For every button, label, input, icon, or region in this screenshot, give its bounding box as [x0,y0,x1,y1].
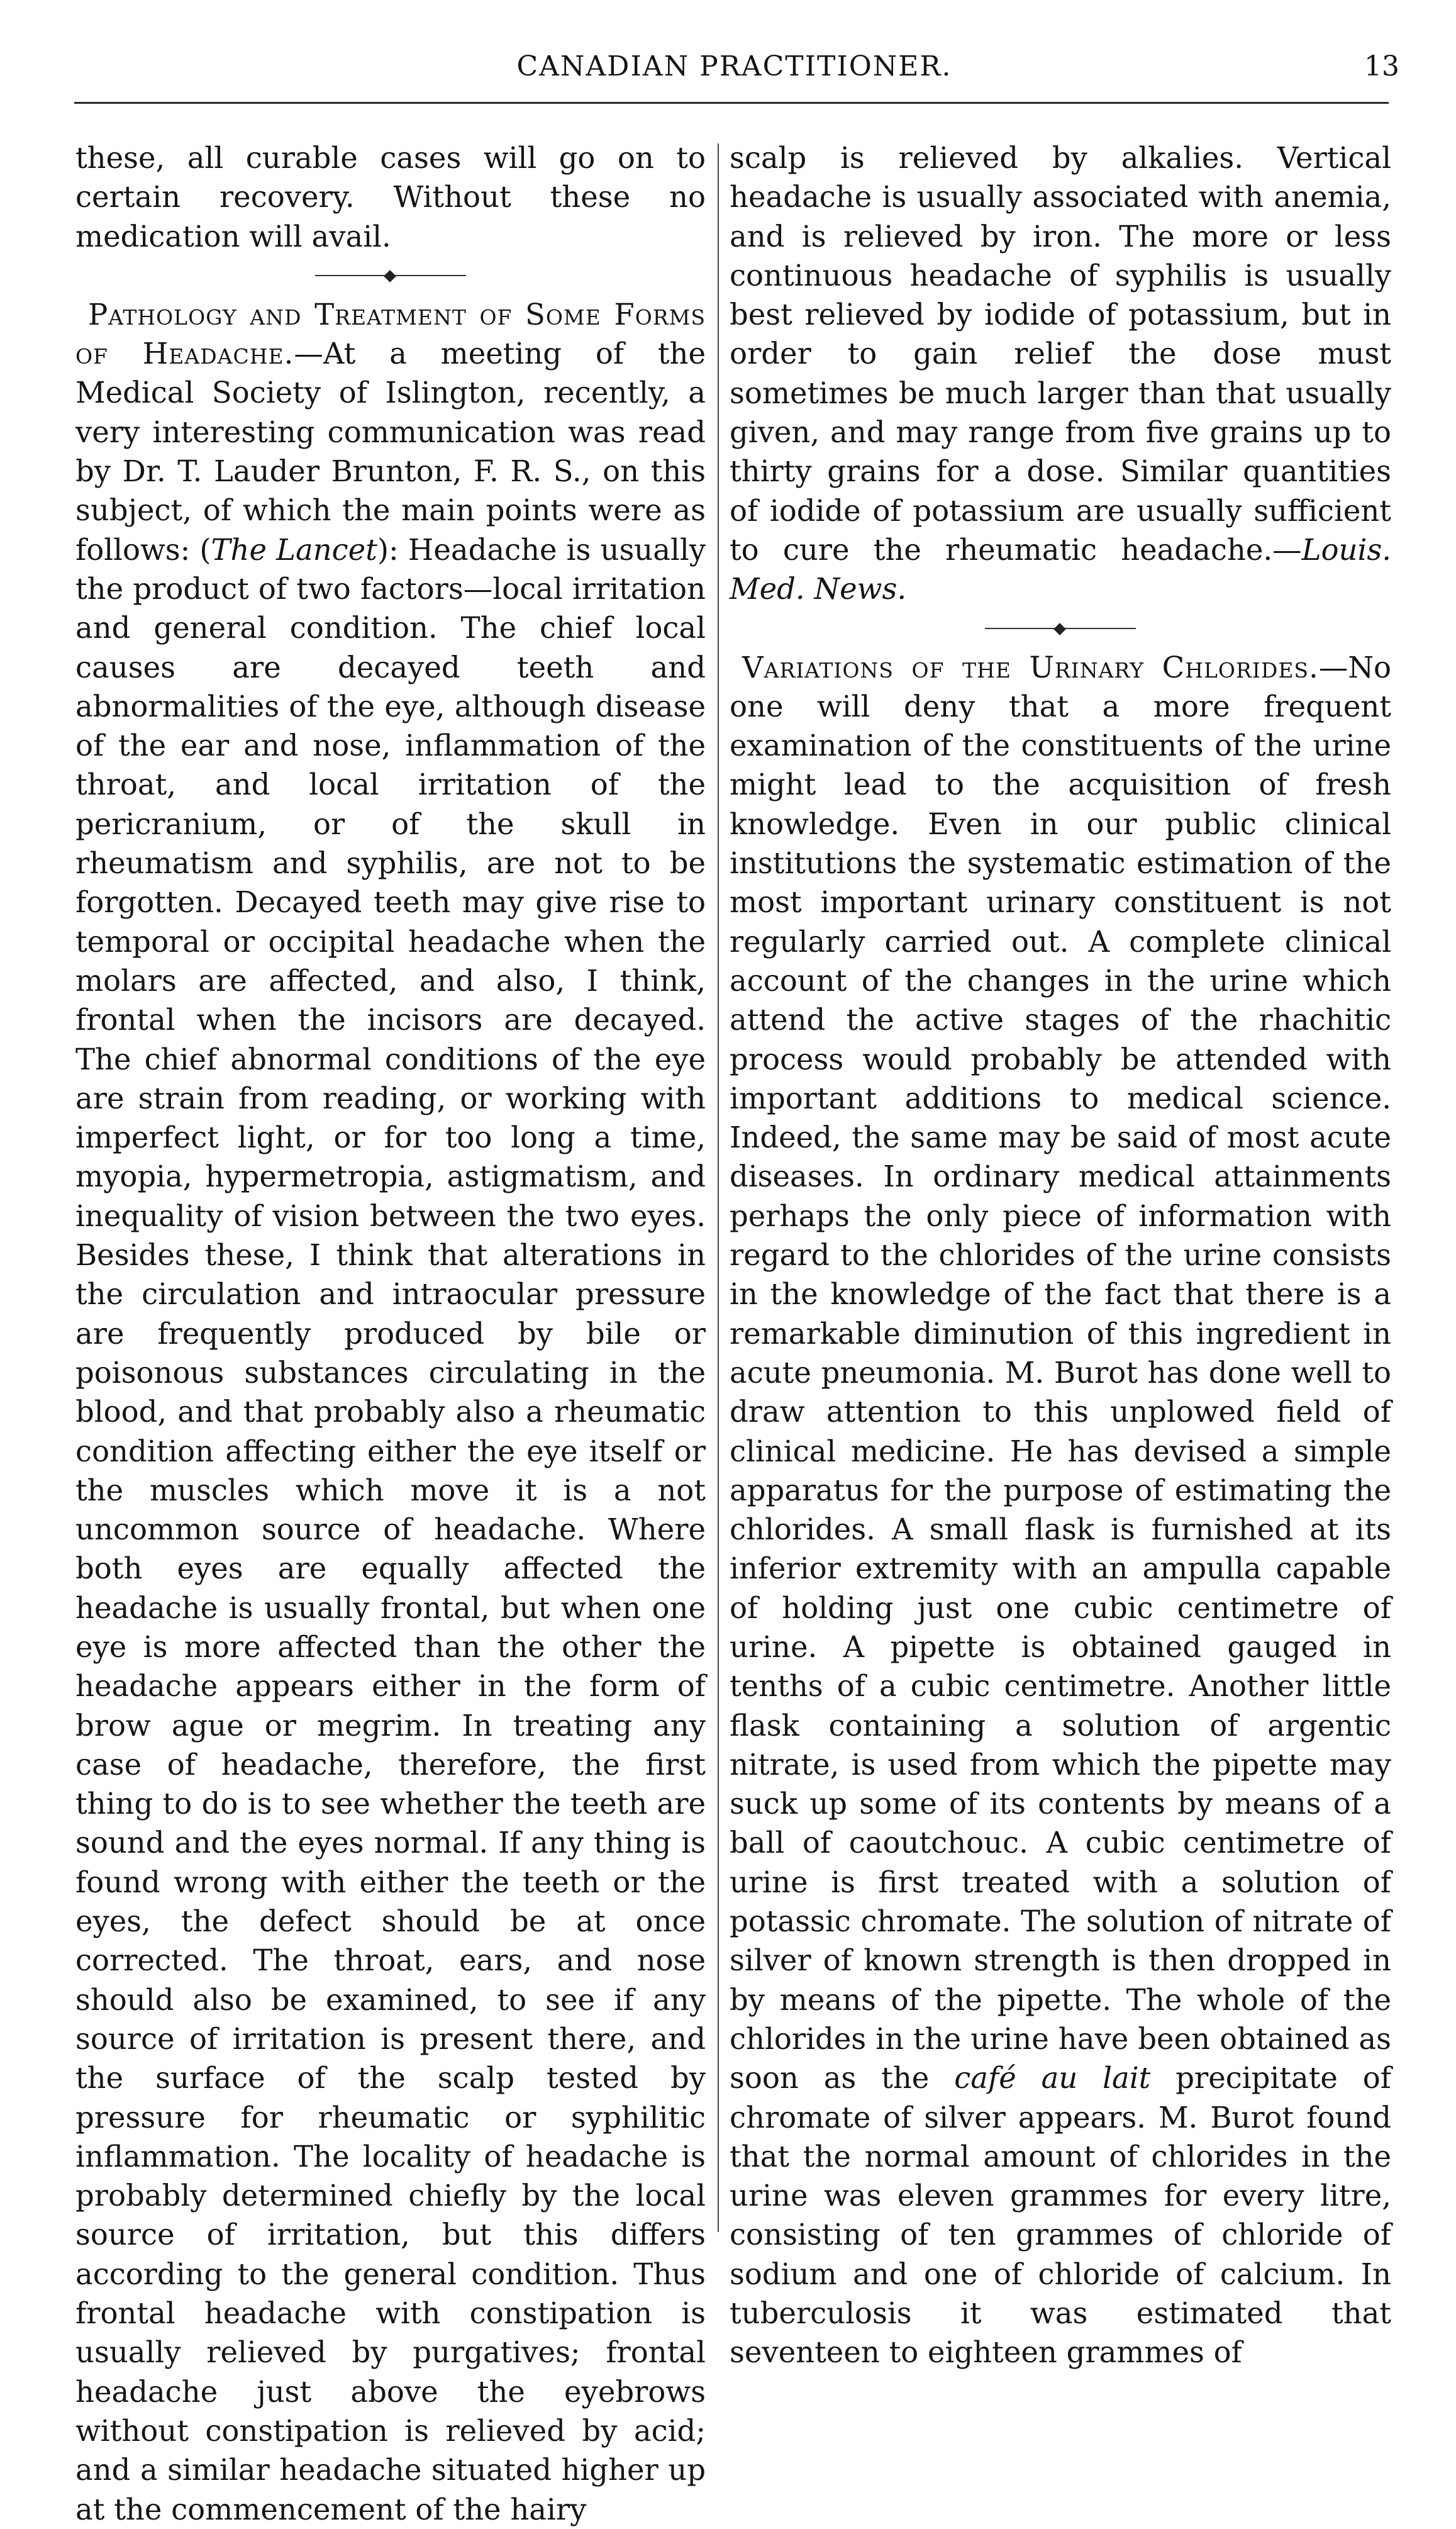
running-head [69,47,1399,92]
journal-title: CANADIAN PRACTITIONER. [516,50,952,82]
section-divider-ornament [315,256,466,295]
headache-article-title: Pathology and Treatment of Some Forms of Headache. [75,297,706,371]
headache-article-text-2: ): Headache is usually the product of two factors—local irritation and general condition. The chief local causes are decayed teeth and abnormalities of the eye, although disease of the ear and nose, inflammation of the throat, and local irritation of the pericranium, or of the skull in rheumatism and syphilis, are not to be forgotten. Decayed teeth may give rise to temporal or occipital headache when the molars are affected, and also, I think, frontal when the incisors are decayed. The chief abnormal conditions of the eye are strain from reading, or working with imperfect light, or for too long a time, myopia, hypermetropia, astigmatism, and inequality of vision between the two eyes. Besides these, I think that alterations in the circulation and intraocular pressure are frequently produced by bile or poisonous substances circulating in the blood, and that probably also a rheumatic condition affecting either the eye itself or the muscles which move it is a not uncommon source of headache. Where both eyes are equally affected the headache is usually frontal, but when one eye is more affected than the other the headache appears either in the form of brow ague or megrim. In treating any case of headache, therefore, the first thing to do is to see whether the teeth are sound and the eyes normal. If any thing is found wrong with either the teeth or the eyes, the defect should be at once corrected. The throat, ears, and nose should also be examined, to see if any source of irritation is present there, and the surface of the scalp tested by pressure for rheumatic or syphilitic inflammation. The locality of headache is probably determined chiefly by the local source of irritation, but this differs according to the general condition. Thus frontal headache with constipation is usually relieved by purgatives; frontal headache just above the eyebrows without constipation is relieved by acid; and a similar headache situated higher up at the commencement of the hairy [75,532,706,2526]
chlorides-article [730,648,1391,2372]
citation: Louis. Med. News. [730,532,1391,606]
header-rule [74,102,1389,104]
page-number: 13 [1364,50,1399,82]
column-divider [718,143,719,2232]
chlorides-article-term: café au lait [954,2061,1151,2096]
headache-article-source: The Lancet [211,532,377,567]
right-column [730,138,1391,2370]
continuation-text: scalp is relieved by alkalies. Vertical headache is usually associated with anemia, and is relieved by iron. The more or less continuous headache of syphilis is usually best relieved by iodide of potassium, but in order to gain relief the dose must sometimes be much larger than that usually given, and may range from five grains up to thirty grains for a dose. Similar quantities of iodide of potassium are usually sufficient to cure the rheumatic headache.— [730,141,1391,567]
headache-article-text-1: —At a meeting of the Medical Society of Islington, recently, a very interesting communication was read by Dr. T. Lauder Brunton, F. R. S., on this subject, of which the main points were as follows: ( [75,337,706,567]
continued-paragraph: these, all curable cases will go on to certain recovery. Without these no medication will avail. [75,141,706,254]
headache-article [75,295,706,2529]
chlorides-article-text-2: precipitate of chromate of silver appears. M. Burot found that the normal amount of chlorides in the urine was eleven grammes for every litre, consisting of ten grammes of chloride of sodium and one of chloride of calcium. In tuberculosis it was estimated that seventeen to eighteen grammes of [730,2061,1391,2370]
chlorides-article-text-1: —No one will deny that a more frequent examination of the constituents of the urine might lead to the acquisition of fresh knowledge. Even in our public clinical institutions the systematic estimation of the most important urinary constituent is not regularly carried out. A complete clinical account of the changes in the urine which attend the active stages of the rhachitic process would probably be attended with important additions to medical science. Indeed, the same may be said of most acute diseases. In ordinary medical attainments perhaps the only piece of information with regard to the chlorides of the urine consists in the knowledge of the fact that there is a remarkable diminution of this ingredient in acute pneumonia. M. Burot has done well to draw attention to this unplowed field of clinical medicine. He has devised a simple apparatus for the purpose of estimating the chlorides. A small flask is furnished at its inferior extremity with an ampulla capable of holding just one cubic centimetre of urine. A pipette is obtained gauged in tenths of a cubic centimetre. Another little flask containing a solution of argentic nitrate, is used from which the pipette may suck up some of its contents by means of a ball of caoutchouc. A cubic centimetre of urine is first treated with a solution of potassic chromate. The solution of nitrate of silver of known strength is then dropped in by means of the pipette. The whole of the chlorides in the urine have been obtained as soon as the [730,650,1391,2096]
headache-article-continuation [730,138,1391,609]
section-divider-ornament [985,609,1136,648]
chlorides-article-title: Variations of the Urinary Chlorides. [742,650,1319,684]
left-column [75,138,706,2526]
